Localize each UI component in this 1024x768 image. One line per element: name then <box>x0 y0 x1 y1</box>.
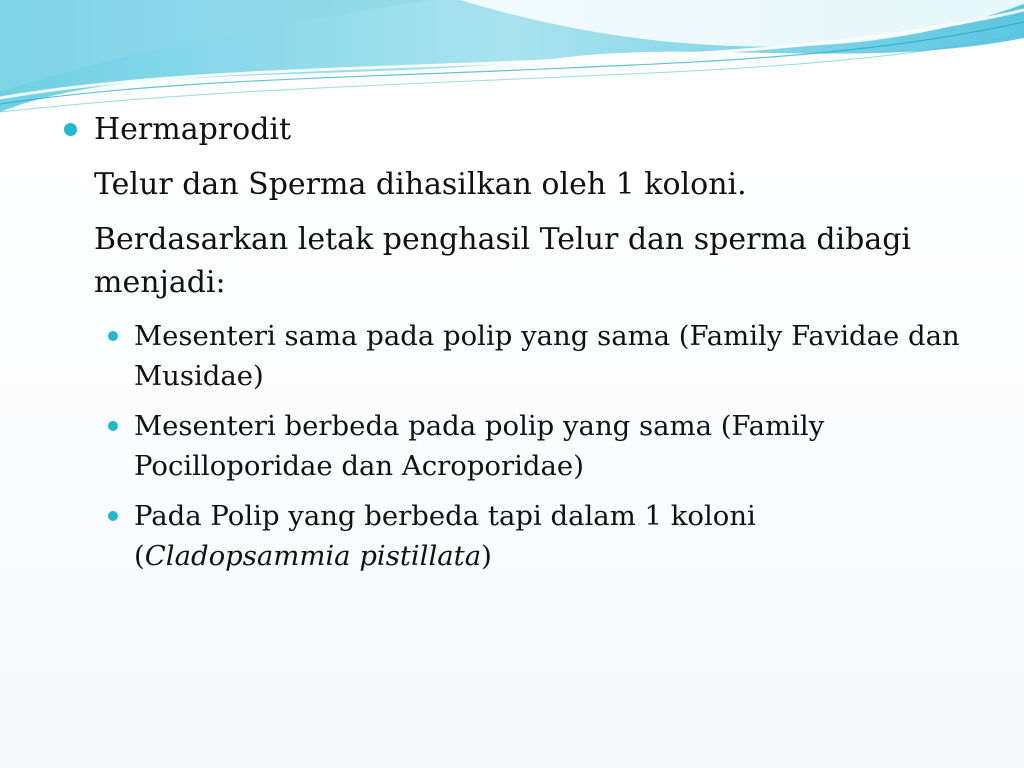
sub-bullet-item <box>62 316 962 396</box>
bullet-text: Hermaprodit <box>94 112 292 147</box>
sub-bullet-text-suffix: ) <box>481 540 492 572</box>
slide-content <box>62 108 962 586</box>
sub-bullet-text: Mesenteri sama pada polip yang sama (Family Favidae dan Musidae) <box>134 320 960 392</box>
species-name: Cladopsammia pistillata <box>144 540 482 572</box>
bullet-dot-icon <box>108 421 118 431</box>
sub-bullet-text: Mesenteri berbeda pada polip yang sama (Family Pocilloporidae dan Acroporidae) <box>134 410 825 482</box>
sub-bullet-item <box>62 406 962 486</box>
bullet-dot-icon <box>64 123 77 136</box>
bullet-dot-icon <box>108 331 118 341</box>
paragraph-telur-sperma <box>62 163 962 206</box>
bullet-dot-icon <box>108 511 118 521</box>
paragraph-text: Telur dan Sperma dihasilkan oleh 1 koloni. <box>94 167 747 202</box>
sub-bullet-text-prefix: Pada Polip yang berbeda tapi dalam 1 koloni ( <box>134 500 756 572</box>
bullet-item-hermaprodit <box>62 108 962 151</box>
paragraph-text: Berdasarkan letak penghasil Telur dan sperma dibagi menjadi: <box>94 222 912 300</box>
sub-bullet-item <box>62 496 962 576</box>
paragraph-berdasarkan <box>62 218 962 304</box>
sub-bullet-list <box>62 316 962 576</box>
